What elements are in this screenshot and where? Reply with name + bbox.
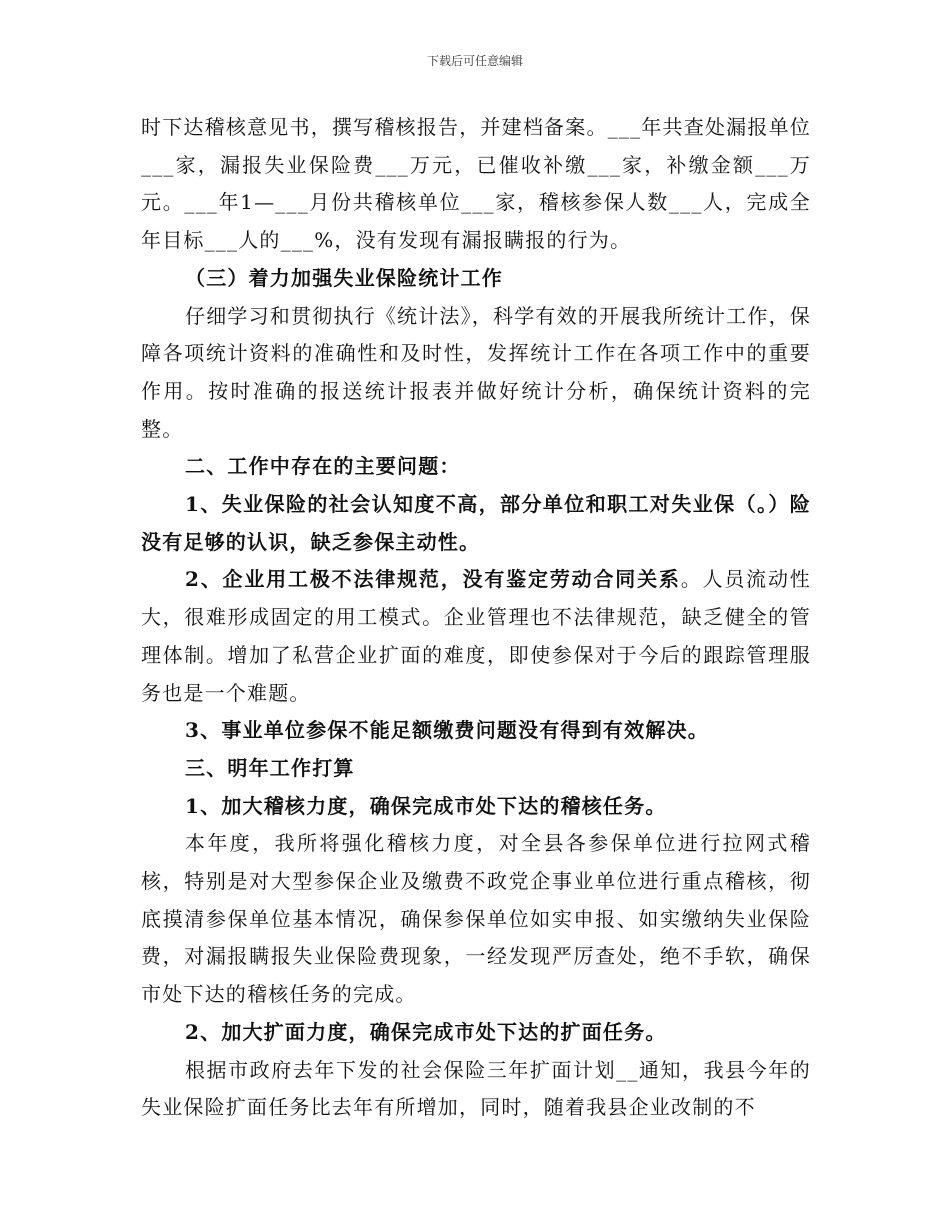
section-heading-plans: 三、明年工作打算 (185, 755, 355, 780)
problem-item-2-heading: 2、企业用工极不法律规范，没有鉴定劳动合同关系 (185, 567, 681, 592)
problem-item-2 (141, 561, 811, 712)
problem-item-2-body: 。人员流动性大，很难形成固定的用工模式。企业管理也不法律规范，缺乏健全的管理体制。增加了私营企业扩面的难度，即使参保对于今后的跟踪管理服务也是一个难题。 (141, 567, 812, 705)
plan-item-2-body: 根据市政府去年下发的社会保险三年扩面计划__通知，我县今年的失业保险扩面任务比去年有所增加，同时，随着我县企业改制的不 (141, 1057, 811, 1120)
section-heading-problems: 二、工作中存在的主要问题： (185, 454, 461, 479)
problem-item-3: 3、事业单位参保不能足额缴费问题没有得到有效解决。 (185, 718, 709, 743)
section-heading-statistics: （三）着力加强失业保险统计工作 (185, 265, 503, 290)
problem-item-1: 1、失业保险的社会认知度不高，部分单位和职工对失业保（。）险没有足够的认识，缺乏参保主动性。 (141, 492, 811, 554)
document-body (141, 109, 811, 1127)
page-header: 下载后可任意编辑 (426, 54, 523, 68)
paragraph-statistics: 仔细学习和贯彻执行《统计法》，科学有效的开展我所统计工作，保障各项统计资料的准确性和及时性，发挥统计工作在各项工作中的重要作用。按时准确的报送统计报表并做好统计分析，确保统计资料的完整。 (141, 303, 811, 441)
plan-item-2-heading: 2、加大扩面力度，确保完成市处下达的扩面任务。 (185, 1019, 667, 1044)
paragraph-audit-results: 时下达稽核意见书，撰写稽核报告，并建档备案。___年共查处漏报单位___家，漏报失业保险费___万元，已催收补缴___家，补缴金额___万元。___年1—___月份共稽核单位___家，稽核参保人数___人，完成全年目标___人的___%，没有发现有漏报瞒报的行为。 (141, 115, 811, 253)
plan-item-1-heading: 1、加大稽核力度，确保完成市处下达的稽核任务。 (185, 793, 667, 818)
plan-item-1-body: 本年度，我所将强化稽核力度，对全县各参保单位进行拉网式稽核，特别是对大型参保企业及缴费不政党企事业单位进行重点稽核，彻底摸清参保单位基本情况，确保参保单位如实申报、如实缴纳失业保险费，对漏报瞒报失业保险费现象，一经发现严厉查处，绝不手软，确保市处下达的稽核任务的完成。 (141, 831, 811, 1007)
